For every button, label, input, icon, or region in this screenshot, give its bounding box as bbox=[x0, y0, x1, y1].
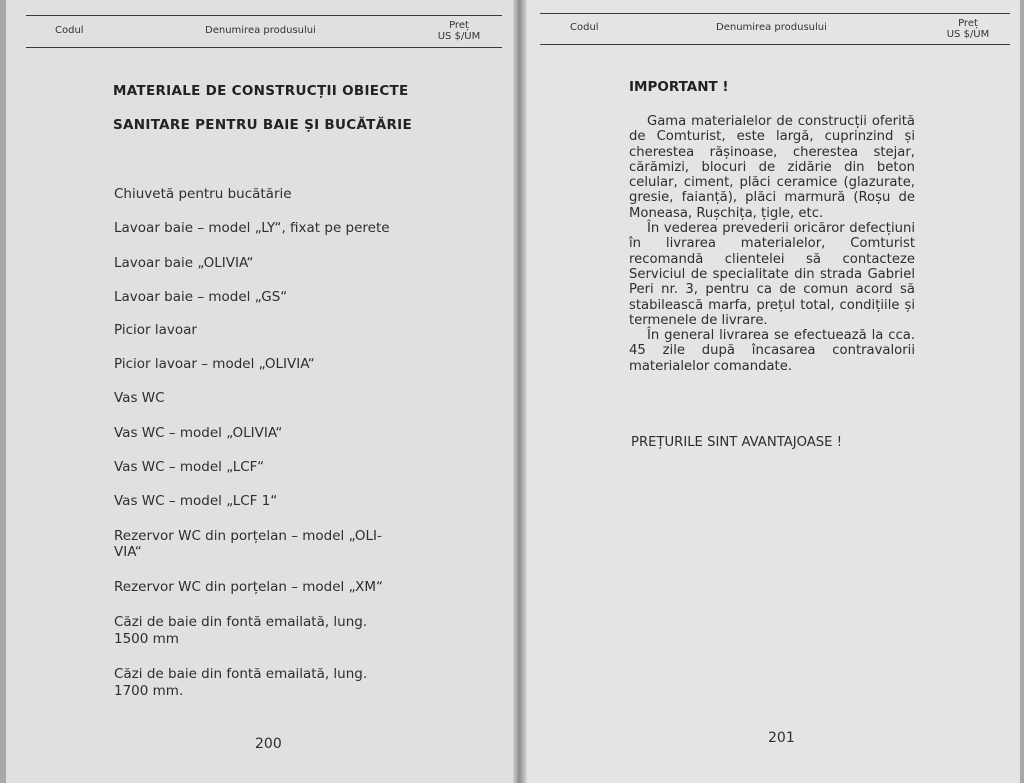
book-gutter bbox=[513, 0, 527, 783]
left-header-name: Denumirea produsului bbox=[205, 25, 316, 36]
right-header-price-unit: US $/UM bbox=[946, 29, 990, 40]
right-header-top-rule bbox=[540, 13, 1010, 14]
left-header-price-label: Preț bbox=[449, 20, 469, 31]
left-header-price-unit: US $/UM bbox=[437, 31, 481, 42]
product-item-continued: VIA“ bbox=[114, 544, 142, 560]
product-item: Lavoar baie – model „GS“ bbox=[114, 289, 288, 305]
product-item: Lavoar baie „OLIVIA“ bbox=[114, 255, 254, 271]
important-heading: IMPORTANT ! bbox=[629, 79, 729, 95]
product-item-continued: 1500 mm bbox=[114, 631, 179, 647]
product-item: Vas WC – model „OLIVIA“ bbox=[114, 425, 283, 441]
right-header-price bbox=[935, 18, 1001, 40]
product-item: Rezervor WC din porțelan – model „OLI- bbox=[114, 528, 382, 544]
product-item: Căzi de baie din fontă emailată, lung. bbox=[114, 614, 368, 630]
body-paragraph: În general livrarea se efectuează la cca. 45 zile după încasarea contravalorii materialelor comandate. bbox=[629, 328, 915, 374]
right-page-number: 201 bbox=[768, 730, 795, 746]
section-title-line1: MATERIALE DE CONSTRUCȚII OBIECTE bbox=[113, 83, 409, 99]
product-item: Lavoar baie – model „LY“, fixat pe perete bbox=[114, 220, 390, 236]
right-header-name: Denumirea produsului bbox=[716, 22, 827, 33]
product-item-continued: 1700 mm. bbox=[114, 683, 184, 699]
product-item: Picior lavoar bbox=[114, 322, 197, 338]
right-header-bottom-rule bbox=[540, 44, 1010, 45]
left-header-code: Codul bbox=[55, 25, 84, 36]
body-paragraph: În vederea prevederii oricăror defecțiuni în livrarea materialelor, Comturist recomandă clientelei să contacteze Serviciul de specialitate din strada Gabriel Peri nr. 3, pentru ca de comun acord să stabilească marfa, prețul total, condițiile și termenele de livrare. bbox=[629, 221, 915, 328]
left-header-price bbox=[425, 20, 493, 42]
product-item: Vas WC – model „LCF 1“ bbox=[114, 493, 278, 509]
left-header-top-rule bbox=[26, 15, 502, 16]
product-item: Rezervor WC din porțelan – model „XM“ bbox=[114, 579, 383, 595]
prices-advantage-line: PREȚURILE SINT AVANTAJOASE ! bbox=[631, 435, 842, 450]
right-header-price-label: Preț bbox=[958, 18, 978, 29]
product-item: Vas WC – model „LCF“ bbox=[114, 459, 265, 475]
product-item: Vas WC bbox=[114, 390, 165, 406]
body-paragraph: Gama materialelor de construcții oferită de Comturist, este largă, cuprinzind și cherestea rășinoase, cherestea stejar, cărămizi, blocuri de zidărie din beton celular, ciment, plăci ceramice (glazurate, gresie, faianță), plăci marmură (Roșu de Moneasa, Rușchița, țigle, etc. bbox=[629, 114, 915, 221]
left-header-bottom-rule bbox=[26, 47, 502, 48]
section-title-line2: SANITARE PENTRU BAIE ȘI BUCĂTĂRIE bbox=[113, 117, 412, 133]
important-body bbox=[629, 114, 915, 374]
left-page-number: 200 bbox=[255, 736, 282, 752]
product-item: Căzi de baie din fontă emailată, lung. bbox=[114, 666, 368, 682]
right-header-code: Codul bbox=[570, 22, 599, 33]
product-item: Picior lavoar – model „OLIVIA“ bbox=[114, 356, 315, 372]
product-item: Chiuvetă pentru bucătărie bbox=[114, 186, 292, 202]
